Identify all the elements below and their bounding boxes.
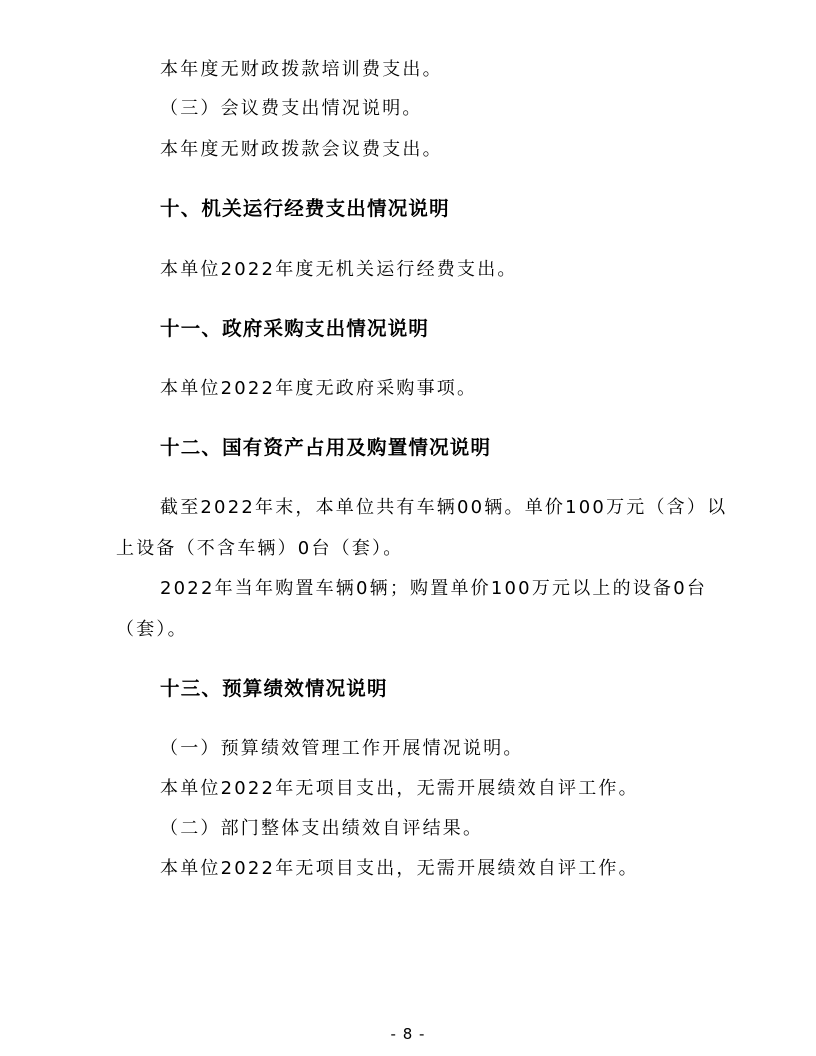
paragraph-assets-line-2: 上设备（不含车辆）0台（套）。 [116,538,404,559]
section-heading-11: 十一、政府采购支出情况说明 [160,317,430,340]
paragraph-performance-management: 本单位2022年无项目支出，无需开展绩效自评工作。 [160,778,639,799]
paragraph-meeting-fee: 本年度无财政拨款会议费支出。 [160,139,443,160]
subheading-self-evaluation: （二）部门整体支出绩效自评结果。 [160,818,484,839]
section-heading-13: 十三、预算绩效情况说明 [160,677,388,700]
paragraph-operating-expense: 本单位2022年度无机关运行经费支出。 [160,259,518,280]
paragraph-purchase-line-1: 2022年当年购置车辆0辆；购置单价100万元以上的设备0台 [160,578,708,599]
page-number: - 8 - [390,1025,426,1043]
paragraph-purchase-line-2: （套）。 [116,619,188,640]
section-heading-12: 十二、国有资产占用及购置情况说明 [160,436,492,459]
paragraph-procurement: 本单位2022年度无政府采购事项。 [160,378,478,399]
paragraph-training-fee: 本年度无财政拨款培训费支出。 [160,59,443,80]
paragraph-assets-line-1: 截至2022年末，本单位共有车辆00辆。单价100万元（含）以 [160,497,728,518]
subheading-meeting-fee: （三）会议费支出情况说明。 [160,98,423,119]
section-heading-10: 十、机关运行经费支出情况说明 [160,197,450,220]
subheading-performance-management: （一）预算绩效管理工作开展情况说明。 [160,738,524,759]
paragraph-self-evaluation: 本单位2022年无项目支出，无需开展绩效自评工作。 [160,858,639,879]
